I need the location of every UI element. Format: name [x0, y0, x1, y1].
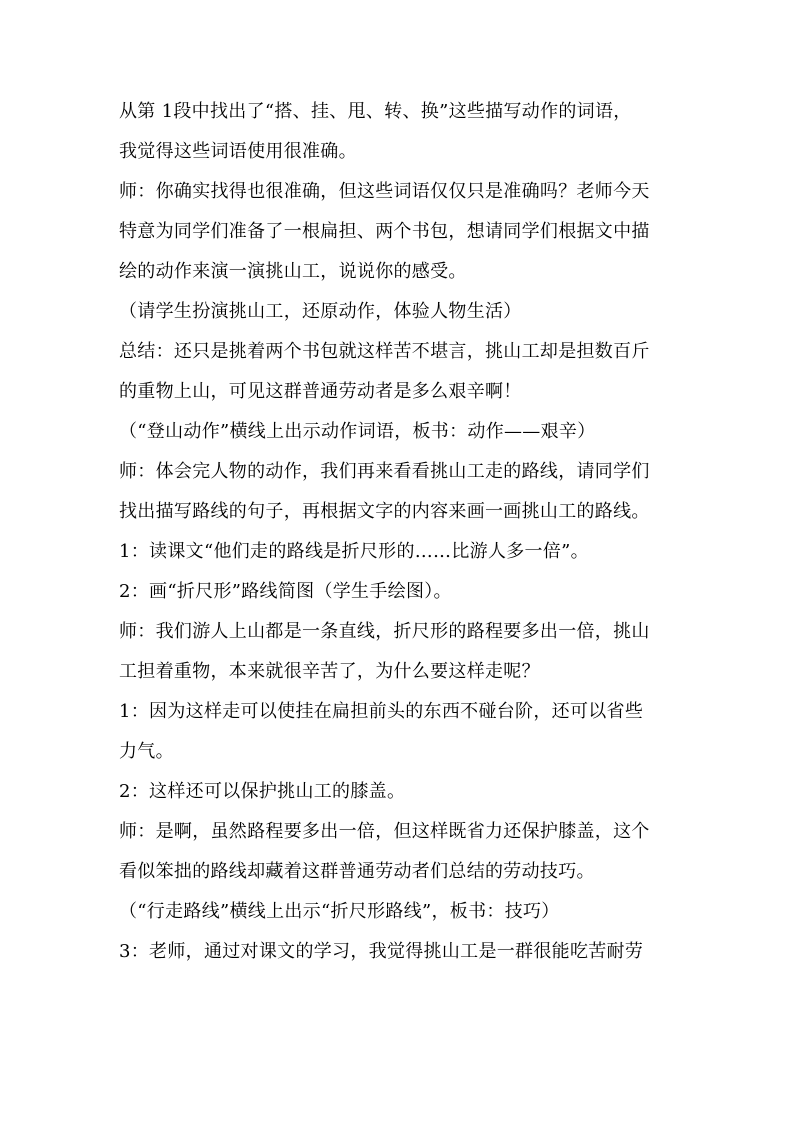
- text-line: 1：读课文“他们走的路线是折尺形的……比游人多一倍”。: [119, 541, 589, 562]
- text-line: 3：老师，通过对课文的学习，我觉得挑山工是一群很能吃苦耐劳: [119, 941, 644, 962]
- text-line: 工担着重物，本来就很辛苦了，为什么要这样走呢？: [119, 661, 540, 682]
- text-line: 师：体会完人物的动作，我们再来看看挑山工走的路线，请同学们: [119, 461, 650, 482]
- text-line: 找出描写路线的句子，再根据文字的内容来画一画挑山工的路线。: [119, 501, 650, 522]
- text-line: 1：因为这样走可以使挂在扁担前头的东西不碰台阶，还可以省些: [119, 701, 644, 722]
- text-line: 总结：还只是挑着两个书包就这样苦不堪言，挑山工却是担数百斤: [119, 341, 650, 362]
- document-body: [119, 102, 679, 982]
- text-line: 我觉得这些词语使用很准确。: [119, 141, 357, 162]
- text-line: 从第 1段中找出了“搭、挂、甩、转、换”这些描写动作的词语，: [119, 101, 632, 122]
- text-line: 的重物上山，可见这群普通劳动者是多么艰辛啊！: [119, 381, 522, 402]
- text-line: 2：这样还可以保护挑山工的膝盖。: [119, 781, 406, 802]
- text-line: 师：你确实找得也很准确，但这些词语仅仅只是准确吗？老师今天: [119, 181, 650, 202]
- text-line: 绘的动作来演一演挑山工，说说你的感受。: [119, 261, 467, 282]
- text-line: 看似笨拙的路线却藏着这群普通劳动者们总结的劳动技巧。: [119, 861, 595, 882]
- text-line: 力气。: [119, 741, 174, 762]
- text-line: （请学生扮演挑山工，还原动作，体验人物生活）: [119, 301, 522, 322]
- text-line: （“行走路线”横线上出示“折尺形路线”，板书：技巧）: [119, 901, 560, 922]
- text-line: 2：画“折尺形”路线简图（学生手绘图）。: [119, 581, 452, 602]
- text-line: 师：我们游人上山都是一条直线，折尺形的路程要多出一倍，挑山: [119, 621, 650, 642]
- text-line: 师：是啊，虽然路程要多出一倍，但这样既省力还保护膝盖，这个: [119, 821, 650, 842]
- text-line: （“登山动作”横线上出示动作词语，板书：动作——艰辛）: [119, 421, 596, 442]
- text-line: 特意为同学们准备了一根扁担、两个书包，想请同学们根据文中描: [119, 221, 650, 242]
